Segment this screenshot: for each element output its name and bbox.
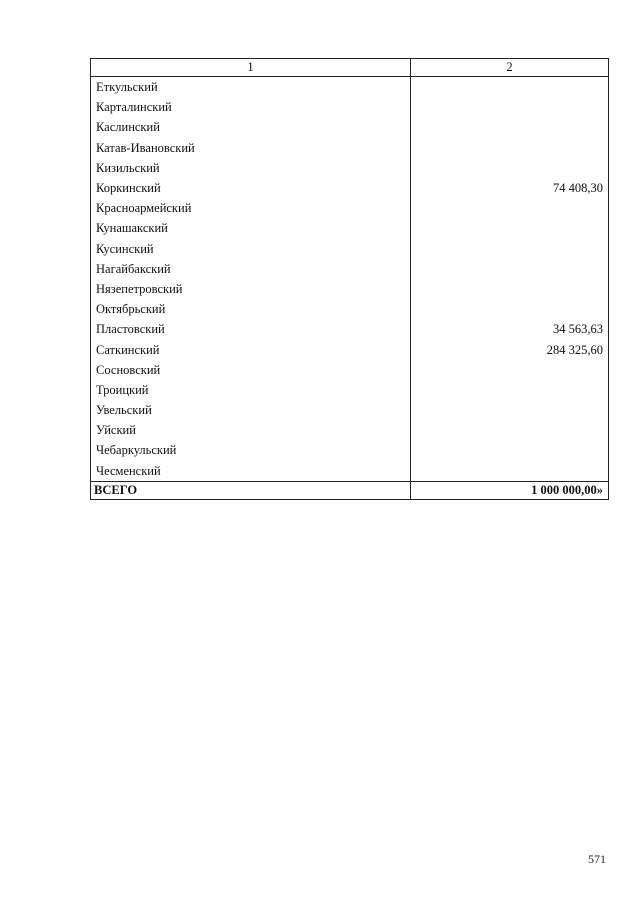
table-body — [91, 77, 609, 500]
total-row — [91, 481, 609, 499]
district-amount — [411, 461, 609, 482]
district-name: Троицкий — [91, 380, 411, 400]
district-name: Увельский — [91, 400, 411, 420]
table-row — [91, 138, 609, 158]
table-row — [91, 339, 609, 359]
table-row — [91, 239, 609, 259]
column-header-1: 1 — [91, 59, 411, 77]
table-row — [91, 461, 609, 482]
distribution-table — [90, 58, 609, 500]
district-amount — [411, 299, 609, 319]
district-name: Сосновский — [91, 360, 411, 380]
table-row — [91, 158, 609, 178]
district-amount — [411, 360, 609, 380]
table-row — [91, 218, 609, 238]
table-row — [91, 97, 609, 117]
table-row — [91, 198, 609, 218]
district-amount — [411, 239, 609, 259]
district-name: Чесменский — [91, 461, 411, 482]
district-amount: 74 408,30 — [411, 178, 609, 198]
district-amount — [411, 420, 609, 440]
district-name: Катав-Ивановский — [91, 138, 411, 158]
district-name: Уйский — [91, 420, 411, 440]
table-row — [91, 400, 609, 420]
district-amount: 284 325,60 — [411, 339, 609, 359]
district-amount — [411, 440, 609, 460]
district-amount — [411, 158, 609, 178]
district-amount — [411, 400, 609, 420]
district-amount — [411, 218, 609, 238]
table-row — [91, 178, 609, 198]
district-amount — [411, 138, 609, 158]
district-amount: 34 563,63 — [411, 319, 609, 339]
district-name: Саткинский — [91, 339, 411, 359]
district-name: Пластовский — [91, 319, 411, 339]
district-name: Коркинский — [91, 178, 411, 198]
district-amount — [411, 117, 609, 137]
district-name: Октябрьский — [91, 299, 411, 319]
table-row — [91, 299, 609, 319]
district-name: Еткульский — [91, 77, 411, 98]
district-name: Нагайбакский — [91, 259, 411, 279]
table-row — [91, 259, 609, 279]
district-amount — [411, 97, 609, 117]
district-name: Кизильский — [91, 158, 411, 178]
district-name: Кунашакский — [91, 218, 411, 238]
district-name: Каслинский — [91, 117, 411, 137]
district-amount — [411, 198, 609, 218]
table-row — [91, 319, 609, 339]
total-value: 1 000 000,00» — [411, 481, 609, 499]
table-row — [91, 117, 609, 137]
total-label: ВСЕГО — [91, 481, 411, 499]
column-header-2: 2 — [411, 59, 609, 77]
table-row — [91, 380, 609, 400]
district-name: Чебаркульский — [91, 440, 411, 460]
district-name: Кусинский — [91, 239, 411, 259]
table-row — [91, 77, 609, 98]
district-name: Красноармейский — [91, 198, 411, 218]
district-amount — [411, 380, 609, 400]
district-name: Карталинский — [91, 97, 411, 117]
district-amount — [411, 279, 609, 299]
district-name: Нязепетровский — [91, 279, 411, 299]
page-number: 571 — [588, 852, 606, 866]
district-amount — [411, 77, 609, 98]
district-amount — [411, 259, 609, 279]
table-row — [91, 360, 609, 380]
table-header-row — [91, 59, 609, 77]
table-row — [91, 279, 609, 299]
table-row — [91, 420, 609, 440]
table-row — [91, 440, 609, 460]
